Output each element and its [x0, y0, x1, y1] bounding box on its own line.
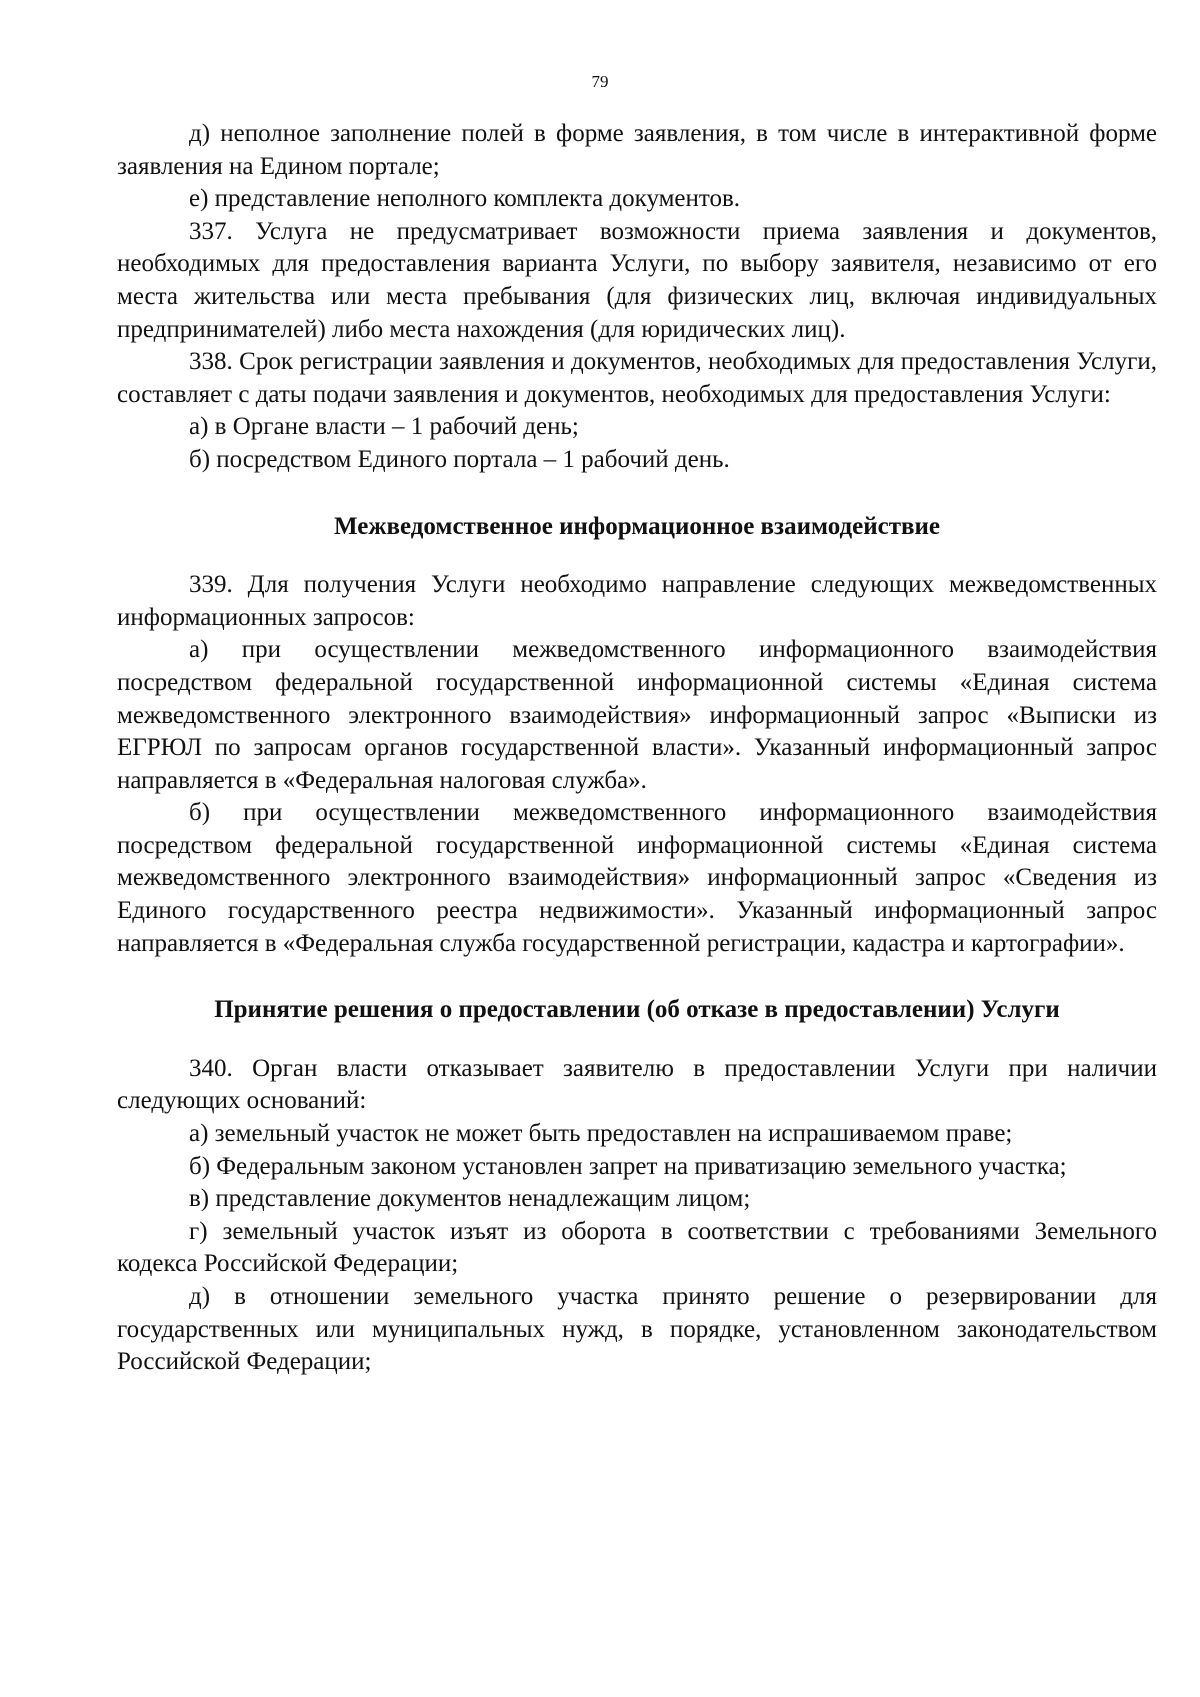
- paragraph-340-g: г) земельный участок изъят из оборота в соответствии с требованиями Земельного кодекса Российской Федерации;: [117, 1217, 1157, 1278]
- paragraph-339-b: б) при осуществлении межведомственного информационного взаимодействия посредством федеральной государственной информационной системы «Единая система межведомственного электронного взаимодействия» информационный запрос «Сведения из Единого государственного реестра недвижимости». Указанный информационный запрос направляется в «Федеральная служба государственной регистрации, кадастра и картографии».: [117, 799, 1157, 957]
- paragraph-340-v: в) представление документов ненадлежащим лицом;: [189, 1185, 751, 1213]
- spacer: [117, 960, 1157, 994]
- paragraph-340-b: б) Федеральным законом установлен запрет на приватизацию земельного участка;: [189, 1152, 1067, 1180]
- paragraph-item-d: д) неполное заполнение полей в форме заявления, в том числе в интерактивной форме заявления на Едином портале;: [117, 120, 1157, 180]
- paragraph-item-e: е) представление неполного комплекта документов.: [189, 185, 741, 213]
- paragraph-339: 339. Для получения Услуги необходимо направление следующих межведомственных информационных запросов:: [117, 571, 1157, 631]
- page-number: 79: [591, 72, 609, 91]
- paragraph-337: 337. Услуга не предусматривает возможности приема заявления и документов, необходимых для предоставления варианта Услуги, по выбору заявителя, независимо от его места жительства или места пребывания (для физических лиц, включая индивидуальных предпринимателей) либо места нахождения (для юридических лиц).: [117, 217, 1157, 343]
- paragraph-340-a: а) земельный участок не может быть предоставлен на испрашиваемом праве;: [189, 1120, 1013, 1148]
- paragraph-340: 340. Орган власти отказывает заявителю в предоставлении Услуги при наличии следующих оснований:: [117, 1054, 1157, 1115]
- document-body: [117, 118, 1157, 1379]
- spacer: [117, 543, 1157, 569]
- spacer: [117, 477, 1157, 511]
- section-heading-interagency: Межведомственное информационное взаимодействие: [334, 512, 940, 540]
- paragraph-338: 338. Срок регистрации заявления и документов, необходимых для предоставления Услуги, составляет с даты подачи заявления и документов, необходимых для предоставления Услуги:: [117, 348, 1157, 408]
- paragraph-340-d: д) в отношении земельного участка принято решение о резервировании для государственных или муниципальных нужд, в порядке, установленном законодательством Российской Федерации;: [117, 1283, 1157, 1376]
- section-heading-decision: Принятие решения о предоставлении (об отказе в предоставлении) Услуги: [214, 996, 1060, 1024]
- spacer: [117, 1027, 1157, 1053]
- paragraph-339-a: а) при осуществлении межведомственного информационного взаимодействия посредством федеральной государственной информационной системы «Единая система межведомственного электронного взаимодействия» информационный запрос «Выписки из ЕГРЮЛ по запросам органов государственной власти». Указанный информационный запрос направляется в «Федеральная налоговая служба».: [117, 636, 1157, 794]
- paragraph-338-a: а) в Органе власти – 1 рабочий день;: [189, 413, 579, 441]
- paragraph-338-b: б) посредством Единого портала – 1 рабочий день.: [189, 445, 730, 473]
